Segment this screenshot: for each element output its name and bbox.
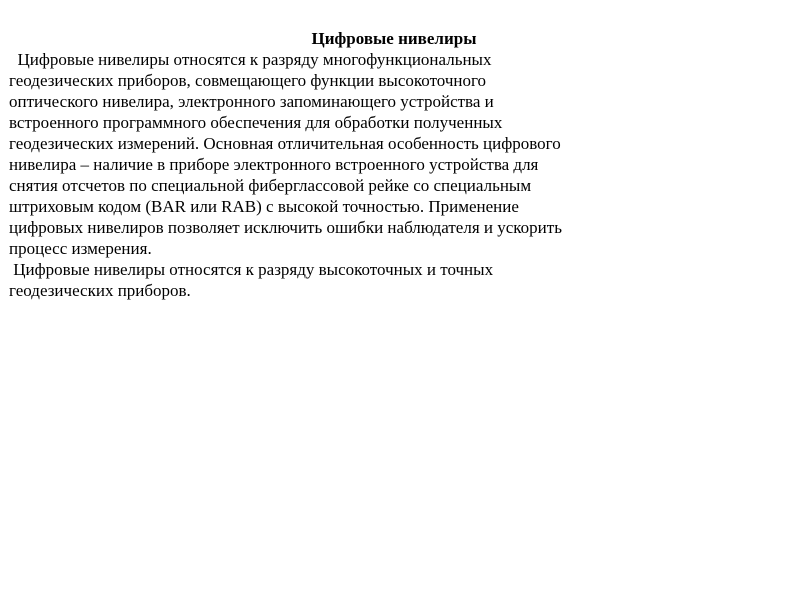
paragraph-2 [9, 259, 779, 301]
paragraph-1-line: процесс измерения. [9, 239, 152, 258]
paragraph-1-line: геодезических приборов, совмещающего функции высокоточного [9, 71, 487, 90]
paragraph-2-line: геодезических приборов. [9, 281, 191, 300]
document-body [9, 28, 779, 301]
paragraph-2-line: Цифровые нивелиры относятся к разряду высокоточных и точных [9, 260, 494, 279]
paragraph-1-line: снятия отсчетов по специальной фибергласcовой рейке со специальным [9, 176, 532, 195]
paragraph-1 [9, 49, 779, 259]
paragraph-1-line: цифровых нивелиров позволяет исключить ошибки наблюдателя и ускорить [9, 218, 562, 237]
paragraph-1-line: оптического нивелира, электронного запоминающего устройства и [9, 92, 494, 111]
document-title: Цифровые нивелиры [311, 29, 477, 48]
paragraph-1-line: геодезических измерений. Основная отличительная особенность цифрового [9, 134, 561, 153]
paragraph-1-line: встроенного программного обеспечения для обработки полученных [9, 113, 503, 132]
paragraph-1-line: нивелира – наличие в приборе электронного встроенного устройства для [9, 155, 539, 174]
paragraph-1-line: Цифровые нивелиры относятся к разряду многофункциональных [9, 50, 492, 69]
paragraph-1-line: штриховым кодом (BAR или RAB) с высокой точностью. Применение [9, 197, 519, 216]
